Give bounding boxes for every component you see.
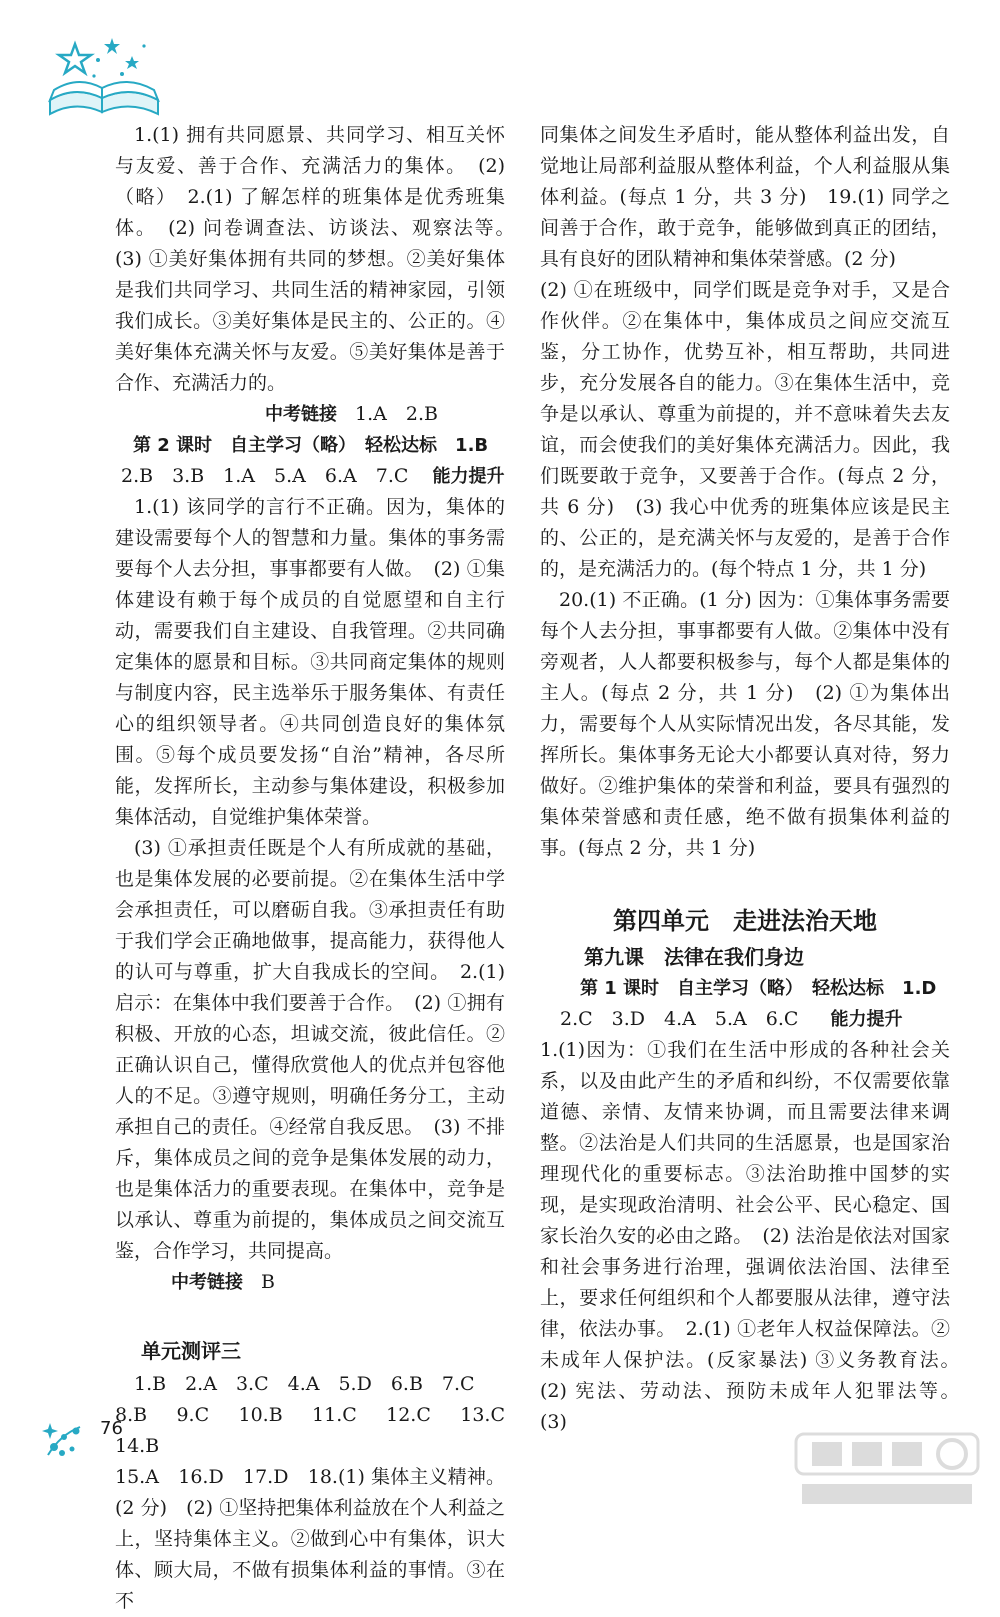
section-label-kaolian: 中考链接: [265, 404, 337, 425]
section-label-kaolian: 中考链接: [171, 1272, 243, 1293]
answer-line: [265, 399, 505, 430]
answer-site-watermark-icon: [792, 1430, 982, 1510]
answer-paragraph: 1.(1) 拥有共同愿景、共同学习、相互关怀与友爱、善于合作、充满活力的集体。 (2)（略） 2.(1) 了解怎样的班集体是优秀班集体。 (2) 问卷调查法、访谈法、观察法等。 (3) ①美好集体拥有共同的梦想。②美好集体是我们共同学习、共同生活的精神家园，引领我们成长。③美好集体是民主的、公正的。④美好集体充满关怀与友爱。⑤美好集体是善于合作、充满活力的。: [115, 124, 525, 394]
answer-text: 1.A 2.B: [355, 403, 438, 425]
answer-paragraph: (3) ①承担责任既是个人有所成就的基础，也是集体发展的必要前提。②在集体生活中学会承担责任，可以磨砺自我。③承担责任有助于我们学会正确地做事，提高能力，获得他人的认可与尊重，扩大自我成长的空间。 2.(1) 启示：在集体中我们要善于合作。 (2) ①拥有积极、开放的心态，坦诚交流，彼此信任。②正确认识自己，懂得欣赏他人的优点并包容他人的不足。③遵守规则，明确任务分工，主动承担自己的责任。④经常自我反思。 (3) 不排斥，集体成员之间的竞争是集体发展的动力，也是集体活力的重要表现。在集体中，竞争是以承认、尊重为前提的，集体成员之间交流互鉴，合作学习，共同提高。: [115, 837, 505, 1262]
answer-line: [121, 461, 505, 492]
answer-line: [171, 1267, 505, 1298]
section-label-ability: 能力提升: [830, 1009, 903, 1030]
answer-text: B: [261, 1271, 276, 1293]
answer-paragraph: (2) ①在班级中，同学们既是竞争对手，又是合作伙伴。②在集体中，集体成员之间应交流互鉴，分工协作，优势互补，相互帮助，共同进步，充分发展各自的能力。③在集体生活中，竞争是以承认、尊重为前提的，并不意味着失去友谊，而会使我们的美好集体充满活力。因此，我们既要敢于竞争，又要善于合作。(每点 2 分，共 6 分) (3) 我心中优秀的班集体应该是民主的、公正的，是充满关怀与友爱的，是善于合作的，是充满活力的。(每个特点 1 分，共 1 分): [540, 279, 950, 580]
lesson-header: 第 1 课时 自主学习（略） 轻松达标 1.D: [580, 978, 937, 999]
answer-paragraph: 1.(1) 该同学的言行不正确。因为，集体的建设需要每个人的智慧和力量。集体的事务需要每个人去分担，事事都要有人做。 (2) ①集体建设有赖于每个成员的自觉愿望和自主行动，需要我们自主建设、自我管理。②共同确定集体的愿景和目标。③共同商定集体的规则与制度内容，民主选举乐于服务集体、有责任心的组织领导者。④共同创造良好的集体氛围。⑤每个成员要发扬“自治”精神，各尽所能，发挥所长，主动参与集体建设，积极参加集体活动，自觉维护集体荣誉。: [115, 496, 505, 828]
lesson-title: 第九课 法律在我们身边: [584, 945, 804, 969]
lesson-header: 第 2 课时 自主学习（略） 轻松达标 1.B: [133, 435, 489, 456]
unit-test-title: 单元测评三: [141, 1339, 241, 1363]
answer-paragraph: 同集体之间发生矛盾时，能从整体利益出发，自觉地让局部利益服从整体利益，个人利益服从集体利益。(每点 1 分，共 3 分) 19.(1) 同学之间善于合作，敢于竞争，能够做到真正的团结，具有良好的团队精神和集体荣誉感。(2 分): [540, 124, 950, 270]
left-column: [115, 120, 525, 1617]
answer-text: 2.B 3.B 1.A 5.A 6.A 7.C: [121, 465, 409, 487]
answer-paragraph: 1.(1)因为：①我们在生活中形成的各种社会关系，以及由此产生的矛盾和纠纷，不仅需要依靠道德、亲情、友情来协调，而且需要法律来调整。②法治是人们共同的生活愿景，也是国家治理现代化的重要标志。③法治助推中国梦的实现，是实现政治清明、社会公平、民心稳定、国家长治久安的必由之路。 (2) 法治是依法对国家和社会事务进行治理，强调依法治国、法律至上，要求任何组织和个人都要服从法律，遵守法律，依法办事。 2.(1) ①老年人权益保障法。②未成年人保护法。(反家暴法) ③义务教育法。 (2) 宪法、劳动法、预防未成年人犯罪法等。 (3): [540, 1039, 970, 1433]
answer-text: 2.C 3.D 4.A 5.A 6.C: [560, 1008, 799, 1030]
answer-paragraph: 20.(1) 不正确。(1 分) 因为：①集体事务需要每个人去分担，事事都要有人做。②集体中没有旁观者，人人都要积极参与，每个人都是集体的主人。(每点 2 分，共 1 分) (2) ①为集体出力，需要每个人从实际情况出发，各尽其能，发挥所长。集体事务无论大小都要认真对待，努力做好。②维护集体的荣誉和利益，要具有强烈的集体荣誉感和责任感，绝不做有损集体利益的事。(每点 2 分，共 1 分): [540, 589, 950, 859]
answer-line: 8.B 9.C 10.B 11.C 12.C 13.C 14.B: [115, 1404, 525, 1457]
answer-paragraph: 15.A 16.D 17.D 18.(1) 集体主义精神。(2 分) (2) ①坚持把集体利益放在个人利益之上，坚持集体主义。②做到心中有集体，识大体、顾大局，不做有损集体利益的事情。③在不: [115, 1466, 505, 1612]
floral-sparkle-icon: [40, 1405, 100, 1465]
unit-title: 第四单元 走进法治天地: [613, 906, 877, 935]
section-label-ability: 能力提升: [432, 466, 505, 487]
answer-line: 1.B 2.A 3.C 4.A 5.D 6.B 7.C: [134, 1373, 475, 1395]
answer-line: [560, 1004, 950, 1035]
open-book-stars-icon: [40, 30, 170, 120]
right-column: [540, 120, 970, 1438]
page-number: 76: [100, 1418, 123, 1439]
